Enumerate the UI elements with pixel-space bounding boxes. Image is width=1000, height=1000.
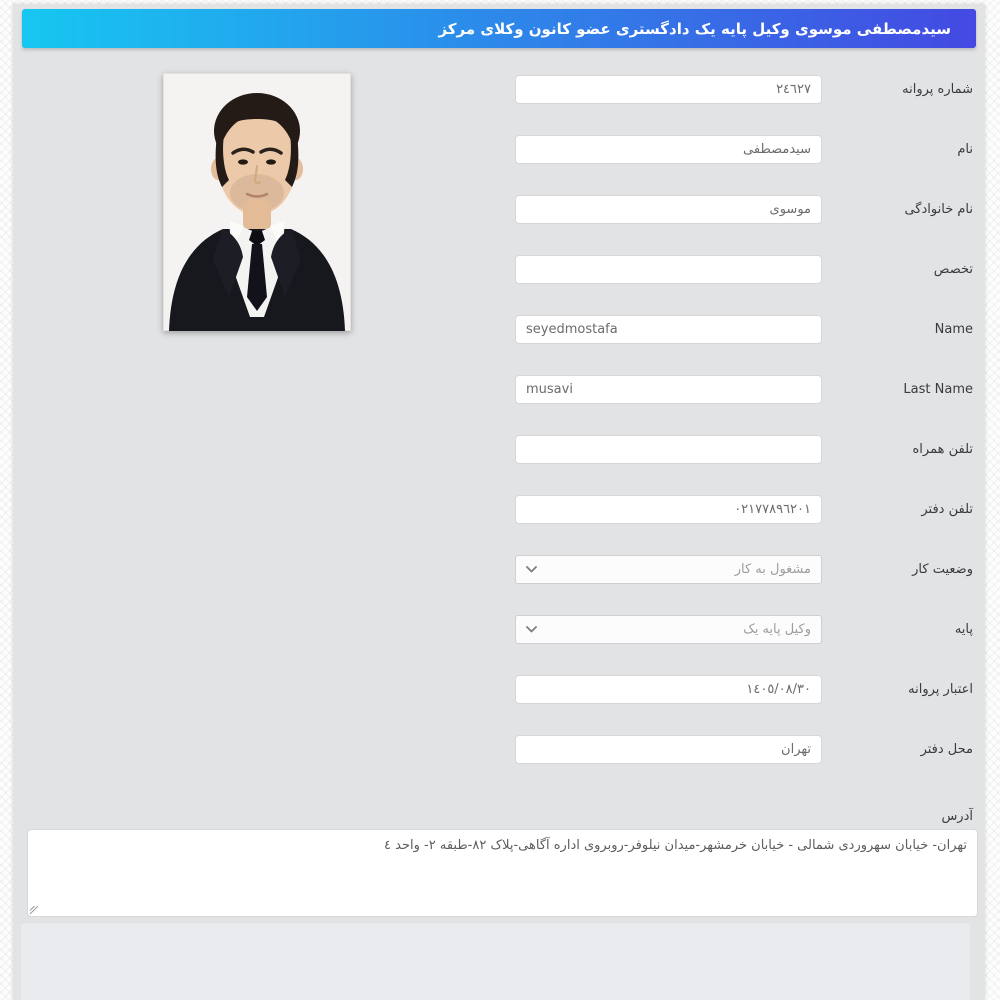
address-label-row: [13, 805, 985, 824]
form-row-specialty: [13, 239, 985, 299]
office-location-label: محل دفتر: [920, 741, 973, 757]
page-title: سیدمصطفی موسوی وکیل پایه یک دادگستری عضو کانون وکلای مرکز: [438, 19, 951, 38]
license-validity-label: اعتبار پروانه: [908, 681, 973, 697]
main-card: [13, 4, 985, 1000]
form-row-license-validity: [13, 659, 985, 719]
form-row-work-status: [13, 539, 985, 599]
first-name-en-input[interactable]: [515, 315, 822, 344]
form-row-last-name-en: [13, 359, 985, 419]
last-name-fa-input[interactable]: [515, 195, 822, 224]
profile-form: [13, 59, 985, 917]
office-location-input[interactable]: [515, 735, 822, 764]
first-name-fa-label: نام: [957, 141, 973, 157]
form-row-mobile-phone: [13, 419, 985, 479]
form-row-office-phone: [13, 479, 985, 539]
form-row-last-name-fa: [13, 179, 985, 239]
work-status-select[interactable]: [515, 555, 822, 584]
footer-strip: [21, 922, 970, 1000]
form-row-office-location: [13, 719, 985, 779]
license-validity-input[interactable]: [515, 675, 822, 704]
specialty-input[interactable]: [515, 255, 822, 284]
page-header: [22, 9, 976, 48]
form-row-grade: [13, 599, 985, 659]
form-row-license-number: [13, 59, 985, 119]
address-textarea[interactable]: [27, 829, 978, 917]
mobile-phone-label: تلفن همراه: [912, 441, 973, 457]
form-row-first-name-fa: [13, 119, 985, 179]
specialty-label: تخصص: [933, 261, 973, 277]
office-phone-label: تلفن دفتر: [921, 501, 973, 517]
first-name-en-label: Name: [934, 321, 973, 337]
mobile-phone-input[interactable]: [515, 435, 822, 464]
address-field: [27, 829, 978, 917]
license-number-input[interactable]: [515, 75, 822, 104]
work-status-label: وضعیت کار: [912, 561, 973, 577]
last-name-en-label: Last Name: [903, 381, 973, 397]
office-phone-input[interactable]: [515, 495, 822, 524]
address-label: آدرس: [941, 809, 973, 824]
profile-photo: [163, 73, 351, 331]
license-number-label: شماره پروانه: [902, 81, 973, 97]
portrait-image: [163, 73, 351, 331]
grade-value: وکیل پایه یک: [743, 621, 811, 637]
chevron-down-icon: [526, 566, 537, 573]
grade-select[interactable]: [515, 615, 822, 644]
work-status-value: مشغول به کار: [734, 561, 811, 577]
first-name-fa-input[interactable]: [515, 135, 822, 164]
last-name-fa-label: نام خانوادگی: [904, 201, 973, 217]
form-row-first-name-en: [13, 299, 985, 359]
chevron-down-icon: [526, 626, 537, 633]
last-name-en-input[interactable]: [515, 375, 822, 404]
grade-label: پایه: [954, 621, 973, 637]
